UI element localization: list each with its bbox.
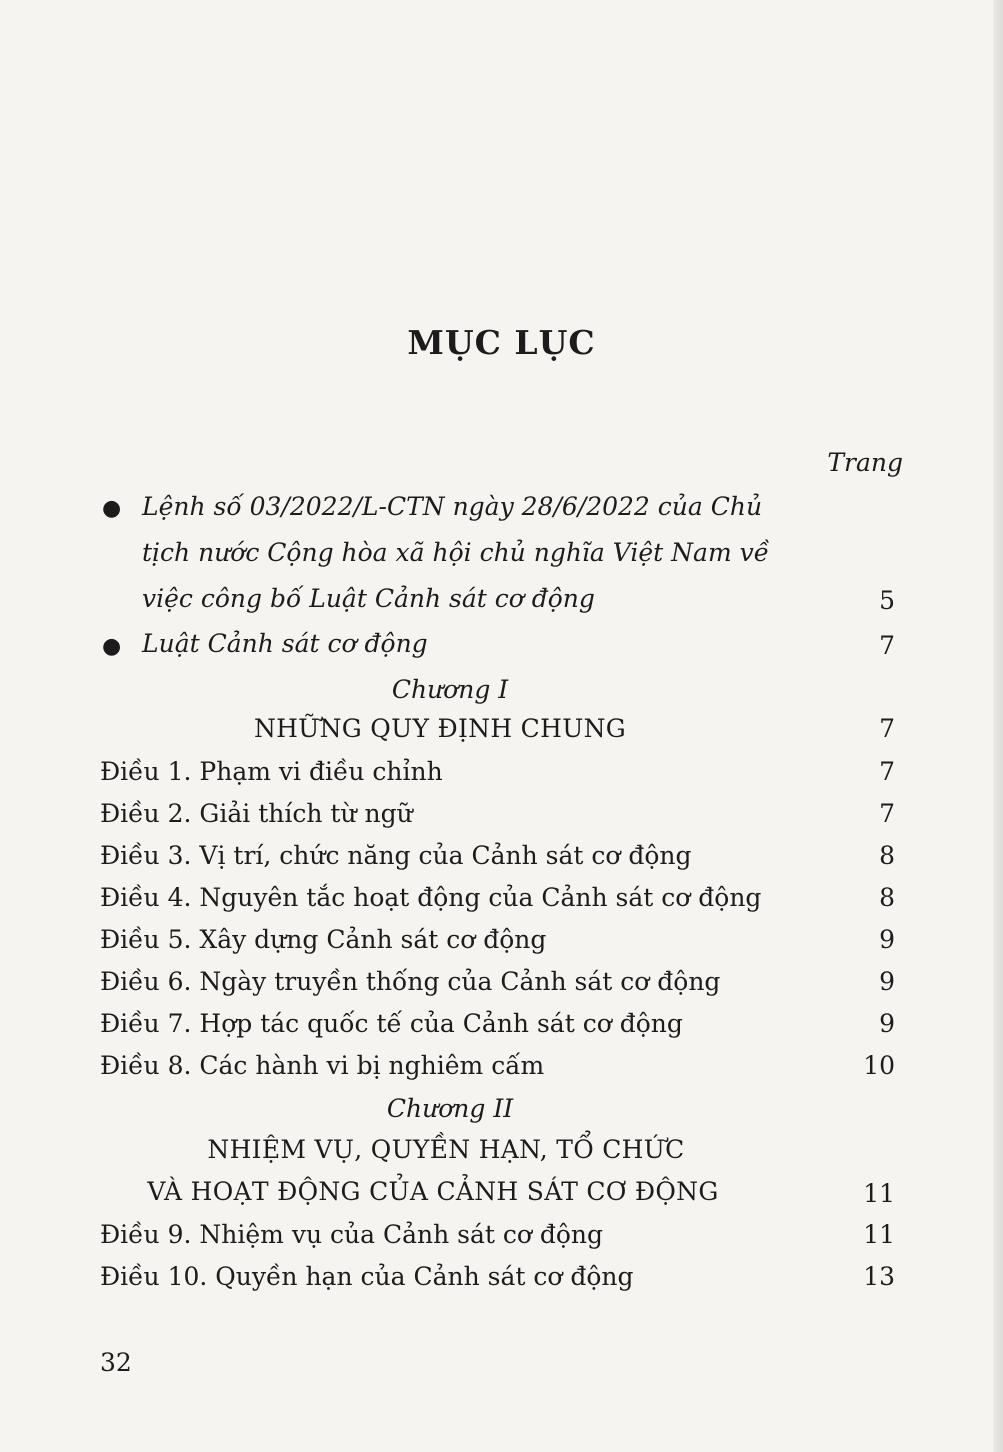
toc-entry-line: Luật Cảnh sát cơ động	[142, 629, 428, 658]
toc-entry-line: việc công bố Luật Cảnh sát cơ động	[142, 584, 595, 613]
toc-article: Điều 6. Ngày truyền thống của Cảnh sát cơ động	[100, 967, 721, 996]
toc-article: Điều 2. Giải thích từ ngữ	[100, 799, 413, 828]
toc-page-number: 7	[879, 799, 895, 828]
toc-page-number: 7	[879, 714, 895, 743]
toc-article: Điều 7. Hợp tác quốc tế của Cảnh sát cơ động	[100, 1009, 683, 1038]
toc-page-number: 13	[863, 1262, 895, 1291]
toc-page-number: 5	[879, 586, 895, 615]
toc-article: Điều 1. Phạm vi điều chỉnh	[100, 757, 443, 786]
toc-page-number: 9	[879, 1009, 895, 1038]
toc-page-number: 11	[863, 1179, 895, 1208]
toc-page-number: 7	[879, 631, 895, 660]
chapter-title: VÀ HOẠT ĐỘNG CỦA CẢNH SÁT CƠ ĐỘNG	[147, 1177, 719, 1206]
toc-entry-line: tịch nước Cộng hòa xã hội chủ nghĩa Việt Nam về	[142, 538, 770, 567]
toc-entry-line: Lệnh số 03/2022/L-CTN ngày 28/6/2022 của Chủ	[142, 492, 763, 521]
toc-article: Điều 4. Nguyên tắc hoạt động của Cảnh sát cơ động	[100, 883, 762, 912]
toc-article: Điều 3. Vị trí, chức năng của Cảnh sát cơ động	[100, 841, 692, 870]
chapter-title: NHỮNG QUY ĐỊNH CHUNG	[253, 714, 627, 743]
toc-article: Điều 8. Các hành vi bị nghiêm cấm	[100, 1051, 545, 1080]
toc-page-number: 11	[863, 1220, 895, 1249]
toc-page-number: 8	[879, 841, 895, 870]
chapter-label: Chương II	[386, 1094, 514, 1123]
toc-page-number: 9	[879, 925, 895, 954]
toc-page-number: 7	[879, 757, 895, 786]
toc-article: Điều 10. Quyền hạn của Cảnh sát cơ động	[100, 1262, 634, 1291]
toc-page-number: 10	[863, 1051, 895, 1080]
chapter-title: NHIỆM VỤ, QUYỀN HẠN, TỔ CHỨC	[207, 1135, 685, 1164]
page-edge-shadow	[993, 0, 1003, 1452]
toc-page-number: 8	[879, 883, 895, 912]
bullet-icon: ●	[102, 634, 122, 659]
chapter-label: Chương I	[391, 675, 509, 704]
page-number: 32	[100, 1348, 132, 1377]
toc-article: Điều 9. Nhiệm vụ của Cảnh sát cơ động	[100, 1220, 604, 1249]
page-column-label: Trang	[827, 448, 903, 477]
toc-article: Điều 5. Xây dựng Cảnh sát cơ động	[100, 925, 547, 954]
toc-page-number: 9	[879, 967, 895, 996]
page-title: MỤC LỤC	[407, 323, 596, 362]
bullet-icon: ●	[102, 496, 122, 521]
